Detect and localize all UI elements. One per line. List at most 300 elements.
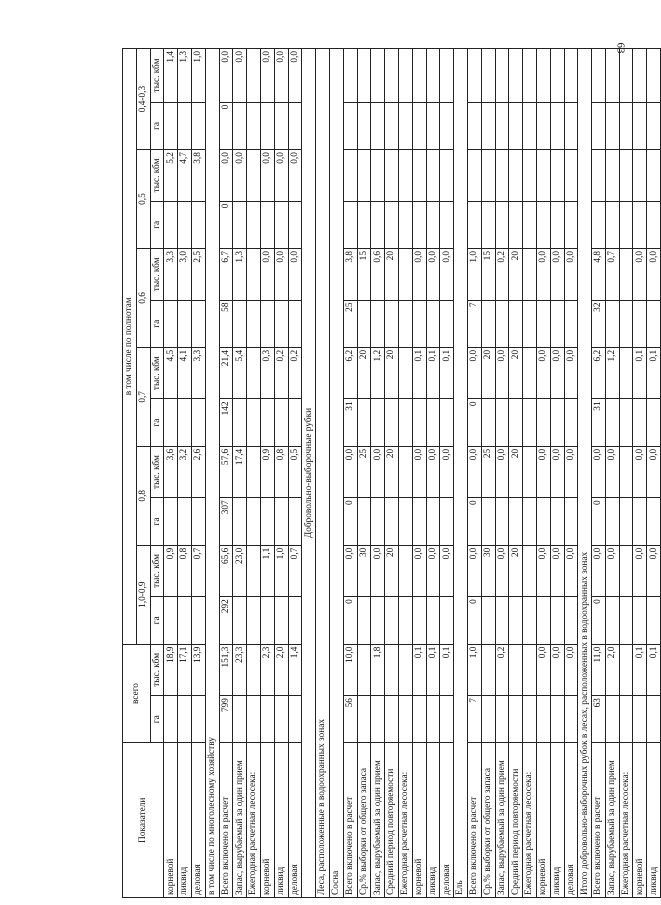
header-unit-volume: тыс. кбм: [150, 446, 164, 498]
table-cell: [357, 300, 371, 347]
table-cell: [343, 150, 357, 202]
table-cell: 20: [509, 446, 523, 498]
table-cell: [288, 300, 302, 347]
table-cell: 0,0: [550, 249, 564, 301]
table-cell: [619, 446, 633, 498]
table-cell: [564, 150, 578, 202]
header-unit-ha: га: [150, 696, 164, 743]
table-cell: [398, 498, 412, 545]
table-cell: [536, 150, 550, 202]
table-cell: [191, 201, 205, 248]
table-cell: [481, 399, 495, 446]
row-label: деловая: [191, 743, 205, 898]
table-cell: 0,8: [274, 446, 288, 498]
table-cell: 0,0: [233, 150, 247, 202]
table-cell: [357, 102, 371, 149]
section-label: Сосна: [329, 49, 343, 898]
header-unit-ha: га: [150, 201, 164, 248]
table-cell: [605, 498, 619, 545]
table-cell: 0,0: [592, 446, 606, 498]
header-unit-volume: тыс. кбм: [150, 347, 164, 399]
table-cell: 0,0: [371, 446, 385, 498]
table-cell: 0,2: [288, 347, 302, 399]
table-cell: [592, 102, 606, 149]
table-cell: [467, 150, 481, 202]
table-cell: [481, 644, 495, 696]
table-cell: 0,1: [440, 347, 454, 399]
table-cell: [564, 399, 578, 446]
table-cell: [385, 498, 399, 545]
table-cell: [164, 696, 178, 743]
table-cell: [550, 597, 564, 644]
table-cell: 65,6: [219, 545, 233, 597]
table-cell: 1,0: [467, 644, 481, 696]
table-cell: 3,8: [191, 150, 205, 202]
row-label: Запас, вырубаемый за один прием: [495, 743, 509, 898]
table-cell: [509, 201, 523, 248]
table-cell: 25: [343, 300, 357, 347]
table-cell: [191, 696, 205, 743]
table-cell: [288, 201, 302, 248]
table-cell: [426, 597, 440, 644]
table-cell: [647, 597, 661, 644]
table-cell: [523, 446, 537, 498]
header-total: всего: [123, 644, 151, 743]
table-cell: [398, 545, 412, 597]
table-cell: [605, 399, 619, 446]
table-cell: [164, 102, 178, 149]
table-cell: [481, 597, 495, 644]
table-cell: 0,0: [467, 347, 481, 399]
table-cell: [385, 300, 399, 347]
table-cell: [398, 399, 412, 446]
table-cell: [647, 150, 661, 202]
table-cell: [412, 201, 426, 248]
table-cell: 4,8: [592, 249, 606, 301]
table-cell: 32: [592, 300, 606, 347]
table-cell: [467, 102, 481, 149]
table-cell: [619, 644, 633, 696]
table-cell: [371, 696, 385, 743]
table-cell: [371, 150, 385, 202]
table-cell: 3,0: [178, 249, 192, 301]
table-cell: [343, 49, 357, 103]
table-cell: 11,0: [592, 644, 606, 696]
table-cell: 142: [219, 399, 233, 446]
table-cell: [605, 201, 619, 248]
table-cell: [357, 399, 371, 446]
table-cell: [440, 49, 454, 103]
table-cell: [619, 696, 633, 743]
row-label: ликвид: [178, 743, 192, 898]
row-label: Ежегодная расчетная лесосека:: [398, 743, 412, 898]
table-cell: 2,5: [191, 249, 205, 301]
table-cell: [481, 49, 495, 103]
table-cell: 0,0: [412, 446, 426, 498]
table-cell: 0,0: [550, 644, 564, 696]
table-cell: [412, 49, 426, 103]
table-cell: 0,0: [467, 446, 481, 498]
table-cell: 6,2: [343, 347, 357, 399]
table-row: [440, 49, 454, 898]
table-cell: [385, 201, 399, 248]
table-cell: [592, 49, 606, 103]
table-cell: 0,0: [426, 545, 440, 597]
section-label: Леса, расположенные в водоохранных зонах: [316, 49, 330, 898]
table-cell: [274, 102, 288, 149]
table-row: [481, 49, 495, 898]
table-cell: 0: [467, 597, 481, 644]
table-cell: 0,3: [260, 347, 274, 399]
table-cell: [564, 597, 578, 644]
table-cell: [440, 300, 454, 347]
table-row: [274, 49, 288, 898]
banner-label: Добровольно-выборочные рубки: [302, 49, 316, 898]
table-row: [371, 49, 385, 898]
table-cell: [633, 102, 647, 149]
table-cell: [481, 150, 495, 202]
section-label: Ель: [454, 49, 468, 898]
table-cell: [412, 399, 426, 446]
table-cell: 31: [343, 399, 357, 446]
row-label: Средний период повторяемости: [509, 743, 523, 898]
table-cell: 0,0: [633, 446, 647, 498]
table-cell: [509, 300, 523, 347]
header-group: 0,6: [136, 249, 150, 348]
table-cell: [592, 150, 606, 202]
table-row: [523, 49, 537, 898]
header-unit-volume: тыс. кбм: [150, 249, 164, 301]
table-cell: 0,1: [426, 644, 440, 696]
header-in-that-number: в том числе по полнотам: [123, 49, 137, 645]
table-row: [467, 49, 481, 898]
table-cell: 0,0: [536, 249, 550, 301]
table-cell: [633, 201, 647, 248]
table-cell: 0,6: [371, 249, 385, 301]
banner-row: [302, 49, 316, 898]
table-cell: [536, 201, 550, 248]
table-cell: 20: [509, 347, 523, 399]
table-cell: 0,0: [274, 150, 288, 202]
table-cell: [371, 201, 385, 248]
table-cell: [495, 399, 509, 446]
table-row: [564, 49, 578, 898]
table-cell: 20: [509, 545, 523, 597]
table-row: [619, 49, 633, 898]
table-row: [426, 49, 440, 898]
row-label: корневой: [536, 743, 550, 898]
table-cell: 0,0: [536, 347, 550, 399]
table-cell: 31: [592, 399, 606, 446]
header-group: 1,0-0,9: [136, 545, 150, 644]
table-cell: 0,2: [495, 644, 509, 696]
table-cell: [178, 201, 192, 248]
table-cell: 5,4: [233, 347, 247, 399]
table-cell: 0,0: [219, 150, 233, 202]
table-cell: [426, 498, 440, 545]
table-cell: [619, 102, 633, 149]
table-cell: 0: [592, 597, 606, 644]
table-cell: [481, 102, 495, 149]
table-cell: [440, 399, 454, 446]
table-cell: [564, 102, 578, 149]
table-cell: [191, 102, 205, 149]
table-cell: [481, 201, 495, 248]
table-cell: [647, 696, 661, 743]
table-cell: 21,4: [219, 347, 233, 399]
table-cell: 3,3: [164, 249, 178, 301]
table-cell: [605, 150, 619, 202]
table-cell: [385, 150, 399, 202]
table-cell: [495, 300, 509, 347]
rotated-table-container: [122, 48, 659, 898]
table-cell: [633, 399, 647, 446]
table-cell: 4,1: [178, 347, 192, 399]
table-cell: 15: [357, 249, 371, 301]
table-cell: [164, 399, 178, 446]
table-cell: [619, 399, 633, 446]
table-cell: [233, 399, 247, 446]
table-cell: [357, 696, 371, 743]
table-cell: [247, 696, 261, 743]
table-cell: [178, 300, 192, 347]
table-cell: [260, 696, 274, 743]
table-cell: 1,3: [233, 249, 247, 301]
section-row: [205, 49, 219, 898]
row-label: деловая: [288, 743, 302, 898]
table-row: [550, 49, 564, 898]
table-row: [247, 49, 261, 898]
table-cell: [247, 399, 261, 446]
table-cell: [288, 399, 302, 446]
row-label: Всего включено в расчет: [467, 743, 481, 898]
table-cell: [191, 597, 205, 644]
table-row: [288, 49, 302, 898]
table-cell: [371, 498, 385, 545]
header-unit-ha: га: [150, 399, 164, 446]
table-cell: 5,2: [164, 150, 178, 202]
table-cell: [288, 498, 302, 545]
table-cell: [481, 696, 495, 743]
table-cell: [178, 102, 192, 149]
table-cell: [481, 498, 495, 545]
table-cell: 20: [385, 545, 399, 597]
table-cell: [288, 696, 302, 743]
table-row: [178, 49, 192, 898]
row-label: деловая: [440, 743, 454, 898]
table-cell: 2,3: [260, 644, 274, 696]
table-cell: [633, 300, 647, 347]
table-cell: 0,2: [274, 347, 288, 399]
table-cell: [178, 696, 192, 743]
table-cell: [426, 201, 440, 248]
table-cell: [536, 300, 550, 347]
row-label: Всего включено в расчет: [343, 743, 357, 898]
table-cell: [523, 347, 537, 399]
table-cell: [523, 201, 537, 248]
table-cell: [398, 644, 412, 696]
table-cell: [536, 102, 550, 149]
table-cell: 0,1: [426, 347, 440, 399]
section-row: [454, 49, 468, 898]
table-cell: [385, 597, 399, 644]
table-cell: [260, 201, 274, 248]
table-cell: [247, 347, 261, 399]
table-cell: 0,7: [288, 545, 302, 597]
table-cell: [426, 300, 440, 347]
table-row: [592, 49, 606, 898]
row-label: Всего включено в расчет: [219, 743, 233, 898]
table-cell: 25: [357, 446, 371, 498]
table-cell: [288, 102, 302, 149]
table-cell: [605, 102, 619, 149]
table-cell: 0: [467, 498, 481, 545]
table-cell: 30: [357, 545, 371, 597]
table-cell: [509, 597, 523, 644]
table-cell: 0,0: [564, 545, 578, 597]
table-cell: 30: [481, 545, 495, 597]
table-cell: 1,2: [605, 347, 619, 399]
table-cell: 20: [357, 347, 371, 399]
row-label: корневой: [260, 743, 274, 898]
table-cell: [495, 49, 509, 103]
table-cell: [550, 399, 564, 446]
table-cell: [371, 102, 385, 149]
table-cell: [619, 49, 633, 103]
table-body: [164, 49, 661, 898]
table-cell: 0,9: [260, 446, 274, 498]
header-unit-ha: га: [150, 498, 164, 545]
table-cell: [371, 300, 385, 347]
table-cell: [191, 498, 205, 545]
table-cell: [385, 102, 399, 149]
table-cell: 2,0: [605, 644, 619, 696]
table-cell: 0,0: [495, 446, 509, 498]
table-cell: 0: [219, 102, 233, 149]
table-cell: [233, 498, 247, 545]
table-cell: [647, 201, 661, 248]
row-label: Средний период повторяемости: [385, 743, 399, 898]
table-cell: [247, 300, 261, 347]
table-cell: [412, 597, 426, 644]
table-cell: [523, 498, 537, 545]
table-cell: 3,6: [164, 446, 178, 498]
header-unit-volume: тыс. кбм: [150, 545, 164, 597]
table-cell: [385, 49, 399, 103]
table-cell: [164, 300, 178, 347]
table-cell: [247, 446, 261, 498]
table-cell: [633, 150, 647, 202]
table-cell: [523, 545, 537, 597]
table-cell: 20: [509, 249, 523, 301]
table-cell: [605, 49, 619, 103]
table-cell: [619, 249, 633, 301]
table-cell: 0,2: [495, 249, 509, 301]
table-cell: 799: [219, 696, 233, 743]
header-group: 0,8: [136, 446, 150, 545]
table-cell: 0,1: [633, 347, 647, 399]
table-cell: 7: [467, 696, 481, 743]
table-cell: [233, 300, 247, 347]
table-cell: [191, 300, 205, 347]
table-row: [385, 49, 399, 898]
table-cell: [412, 300, 426, 347]
table-cell: [233, 102, 247, 149]
header-group: 0,4-0,3: [136, 49, 150, 150]
table-cell: 1,3: [178, 49, 192, 103]
table-cell: [247, 545, 261, 597]
table-cell: 0,1: [412, 347, 426, 399]
header-indicator: Показатели: [123, 743, 164, 898]
table-cell: 0,0: [426, 249, 440, 301]
row-label: Запас, вырубаемый за один прием: [233, 743, 247, 898]
table-cell: 0,0: [426, 446, 440, 498]
table-cell: [398, 201, 412, 248]
table-cell: 1,0: [274, 545, 288, 597]
row-label: Запас, вырубаемый за один прием: [605, 743, 619, 898]
table-cell: [467, 49, 481, 103]
table-cell: 0,0: [288, 249, 302, 301]
table-cell: 0,0: [343, 446, 357, 498]
table-cell: 0,8: [178, 545, 192, 597]
page-number: 63: [614, 42, 627, 54]
table-cell: [385, 399, 399, 446]
table-cell: 0,0: [495, 545, 509, 597]
table-cell: [619, 498, 633, 545]
table-cell: 0,1: [412, 644, 426, 696]
table-cell: 25: [481, 446, 495, 498]
table-cell: 0,0: [440, 249, 454, 301]
table-cell: 0,0: [233, 49, 247, 103]
row-label: Запас, вырубаемый за один прием: [371, 743, 385, 898]
table-cell: 4,5: [164, 347, 178, 399]
table-cell: [467, 201, 481, 248]
table-cell: 307: [219, 498, 233, 545]
table-cell: 0,0: [633, 545, 647, 597]
table-cell: [495, 150, 509, 202]
table-cell: 0,5: [288, 446, 302, 498]
table-cell: [550, 300, 564, 347]
table-cell: [633, 696, 647, 743]
table-cell: 1,2: [371, 347, 385, 399]
table-cell: 0,0: [260, 150, 274, 202]
table-cell: 6,7: [219, 249, 233, 301]
table-cell: [440, 498, 454, 545]
table-cell: 0,0: [260, 49, 274, 103]
table-cell: [495, 696, 509, 743]
table-cell: [385, 696, 399, 743]
table-cell: 7: [467, 300, 481, 347]
table-cell: [398, 150, 412, 202]
table-cell: 15: [481, 249, 495, 301]
table-cell: [536, 696, 550, 743]
table-cell: 0,0: [343, 545, 357, 597]
table-row: [233, 49, 247, 898]
table-cell: [550, 150, 564, 202]
table-cell: [536, 399, 550, 446]
table-cell: [178, 597, 192, 644]
table-cell: [412, 150, 426, 202]
table-cell: 3,2: [178, 446, 192, 498]
table-cell: [164, 597, 178, 644]
table-cell: 151,3: [219, 644, 233, 696]
table-cell: [509, 150, 523, 202]
table-cell: [288, 597, 302, 644]
table-cell: [647, 102, 661, 149]
table-cell: [619, 150, 633, 202]
table-cell: [247, 498, 261, 545]
section-label: в том числе по многолесному хозяйству: [205, 49, 219, 898]
